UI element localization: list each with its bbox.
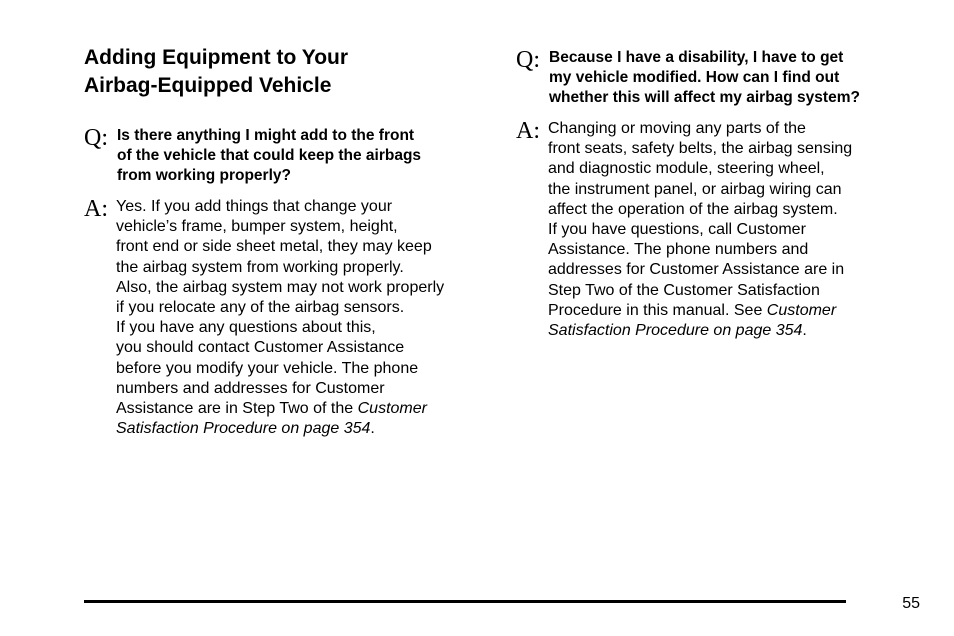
question-marker: Q:: [516, 47, 540, 73]
page-number: 55: [902, 595, 920, 612]
question-text: Is there anything I might add to the front of the vehicle that could keep the airbags from working properly?: [117, 127, 422, 184]
cross-reference: Customer: [357, 400, 427, 418]
question-text: Because I have a disability, I have to get my vehicle modified. How can I find out whether this will affect my airbag system?: [549, 49, 860, 106]
answer-text: Yes. If you add things that change your vehicle’s frame, bumper system, height, front end or side sheet metal, they may keep the airbag system from working properly. Also, the airbag system may not work properly if you relocate any of the airbag sensors. If you have any questions about this, you should contact Customer Assistance before you modify your vehicle. The phone numbers and addresses for Customer Assistance are in Step Two of the Customer Satisfaction Procedure on page 354.: [116, 198, 445, 438]
answer-marker: A:: [84, 196, 108, 222]
answer-block-2: [516, 119, 926, 341]
question-block-2: [516, 48, 926, 108]
question-marker: Q:: [84, 125, 108, 151]
cross-reference: Customer: [766, 301, 837, 319]
question-block-1: [84, 126, 494, 186]
answer-marker: A:: [516, 118, 540, 144]
answer-block-1: [84, 197, 494, 439]
section-title: Adding Equipment to Your Airbag-Equipped Vehicle: [84, 46, 349, 97]
cross-reference: Satisfaction Procedure on page 354: [548, 322, 803, 340]
cross-reference: Satisfaction Procedure on page 354: [116, 420, 371, 438]
footer-rule: [84, 600, 846, 603]
answer-text: Changing or moving any parts of the front seats, safety belts, the airbag sensing and diagnostic module, steering wheel, the instrument panel, or airbag wiring can affect the operation of the airbag system. If you have questions, call Customer Assistance. The phone numbers and addresses for Customer Assistance are in Step Two of the Customer Satisfaction Procedure in this manual. See Customer Satisfaction Procedure on page 354.: [548, 120, 853, 340]
